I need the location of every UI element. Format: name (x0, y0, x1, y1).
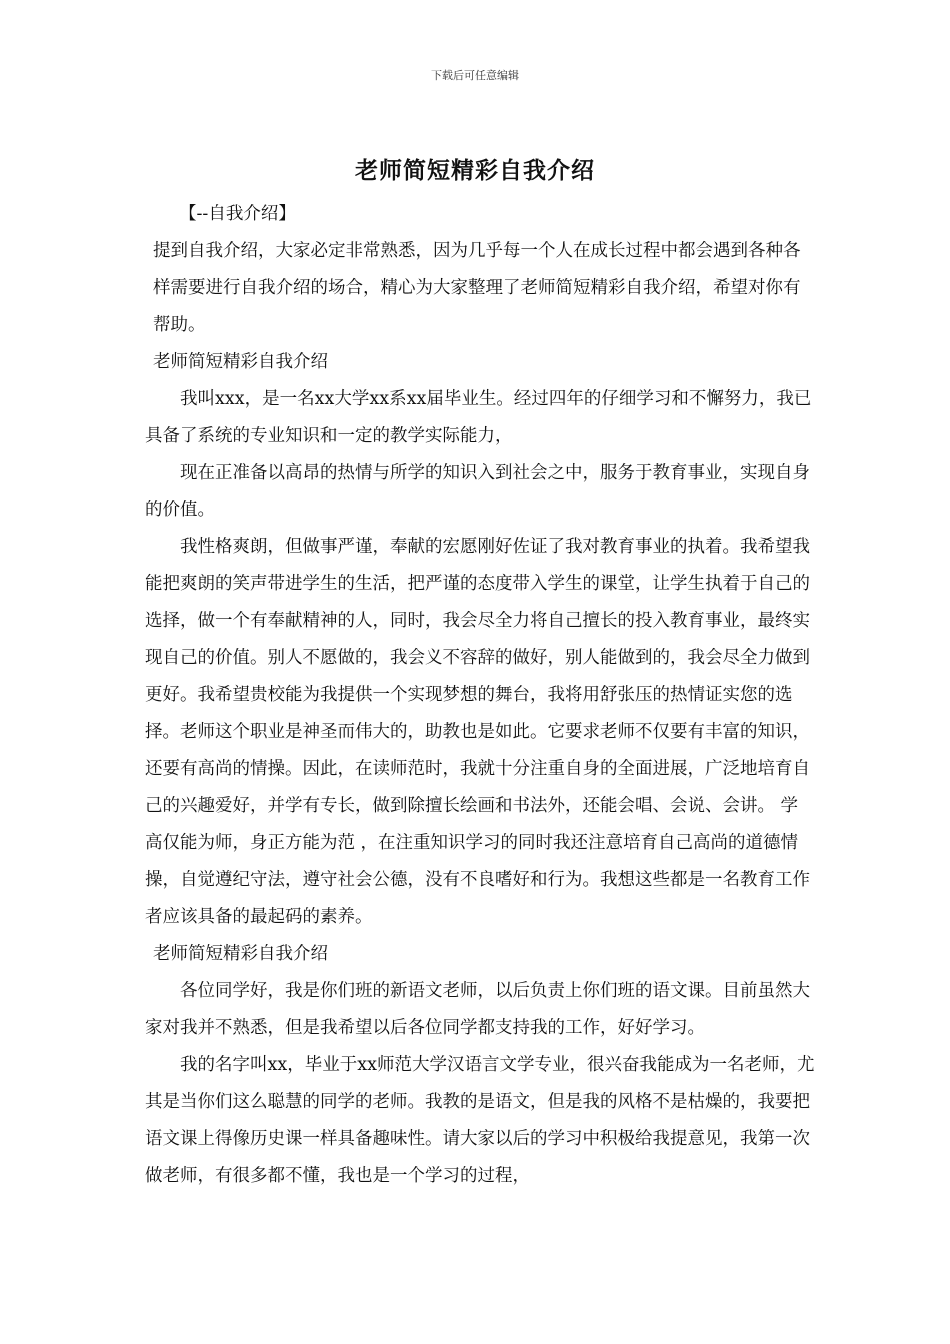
intro-paragraph: 提到自我介绍，大家必定非常熟悉，因为几乎每一个人在成长过程中都会遇到各种各样需要进行自我介绍的场合，精心为大家整理了老师简短精彩自我介绍，希望对你有帮助。 (153, 241, 801, 335)
paragraph-5: 我的名字叫xx，毕业于xx师范大学汉语言文学专业，很兴奋我能成为一名老师，尤其是当你们这么聪慧的同学的老师。我教的是语文，但是我的风格不是枯燥的，我要把语文课上得像历史课一样具备趣味性。请大家以后的学习中积极给我提意见，我第一次做老师，有很多都不懂，我也是一个学习的过程， (145, 1055, 815, 1186)
subtitle-2: 老师简短精彩自我介绍 (153, 944, 328, 964)
document-body (145, 196, 815, 1195)
header-note: 下载后可任意编辑 (431, 69, 519, 82)
subtitle-1: 老师简短精彩自我介绍 (153, 352, 328, 372)
paragraph-2: 现在正准备以高昂的热情与所学的知识入到社会之中，服务于教育事业，实现自身的价值。 (145, 463, 810, 520)
paragraph-3: 我性格爽朗，但做事严谨，奉献的宏愿刚好佐证了我对教育事业的执着。我希望我能把爽朗的笑声带进学生的生活，把严谨的态度带入学生的课堂，让学生执着于自己的选择，做一个有奉献精神的人，同时，我会尽全力将自己擅长的投入教育事业，最终实现自己的价值。别人不愿做的，我会义不容辞的做好，别人能做到的，我会尽全力做到更好。我希望贵校能为我提供一个实现梦想的舞台，我将用舒张压的热情证实您的选择。老师这个职业是神圣而伟大的，助教也是如此。它要求老师不仅要有丰富的知识，还要有高尚的情操。因此，在读师范时，我就十分注重自身的全面进展，广泛地培育自己的兴趣爱好，并学有专长，做到除擅长绘画和书法外，还能会唱、会说、会讲。 学高仅能为师，身正方能为范 ，在注重知识学习的同时我还注意培育自己高尚的道德情操，自觉遵纪守法，遵守社会公德，没有不良嗜好和行为。我想这些都是一名教育工作者应该具备的最起码的素养。 (145, 537, 810, 927)
section-label: 【--自我介绍】 (179, 204, 296, 224)
paragraph-4: 各位同学好，我是你们班的新语文老师，以后负责上你们班的语文课。目前虽然大家对我并不熟悉，但是我希望以后各位同学都支持我的工作，好好学习。 (145, 981, 810, 1038)
page-title: 老师简短精彩自我介绍 (355, 157, 595, 184)
paragraph-1: 我叫xxx，是一名xx大学xx系xx届毕业生。经过四年的仔细学习和不懈努力，我已具备了系统的专业知识和一定的教学实际能力， (145, 389, 812, 446)
